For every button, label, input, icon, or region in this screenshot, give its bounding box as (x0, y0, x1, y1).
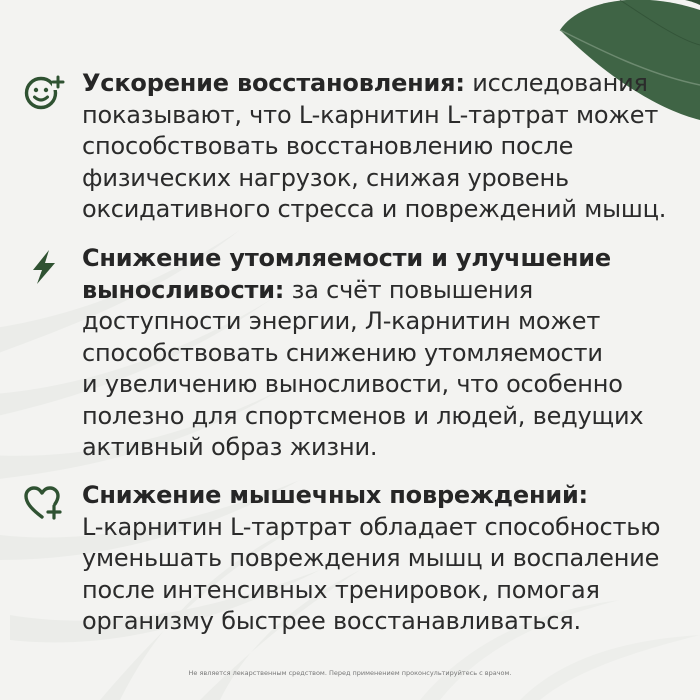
body-line: показывают, что L-карнитин L-тартрат может (82, 100, 659, 129)
body-line: уменьшать повреждения мышц и воспаление (82, 544, 660, 572)
body-line: организму быстрее восстанавливаться. (82, 607, 581, 635)
heart-plus-icon (22, 482, 66, 526)
section-text (82, 68, 680, 226)
section-title: выносливости: (82, 275, 285, 304)
section-title: Снижение утомляемости и улучшение (82, 244, 611, 272)
body-line: способствовать восстановлению после (82, 132, 574, 160)
section-title: Ускорение восстановления: (82, 69, 465, 97)
body-line: и увеличению выносливости, что особенно (82, 370, 623, 398)
lightning-icon (22, 245, 66, 289)
section-body: исследования (464, 69, 648, 97)
body-line: после интенсивных тренировок, помогая (82, 575, 600, 604)
section-text (82, 480, 680, 638)
section-title: Снижение мышечных повреждений: (82, 481, 588, 509)
disclaimer-footer: Не является лекарственным средством. Перед применением проконсультируйтесь с врачом. (188, 669, 512, 677)
body-line: способствовать снижению утомляемости (82, 338, 603, 367)
body-line: активный образ жизни. (82, 433, 378, 461)
body-line: физических нагрузок, снижая уровень (82, 163, 569, 192)
body-line: доступности энергии, Л-карнитин может (82, 307, 601, 335)
body-line: L-карнитин L-тартрат обладает способностью (82, 512, 661, 541)
smile-plus-icon (22, 70, 66, 114)
section-endurance (20, 243, 680, 463)
section-recovery (20, 68, 680, 228)
body-line: полезно для спортсменов и людей, ведущих (82, 401, 644, 430)
body-line: оксидативного стресса и повреждений мышц. (82, 195, 667, 223)
section-body: за счёт повышения (284, 275, 534, 304)
section-text (82, 243, 680, 464)
section-muscle-damage (20, 480, 680, 640)
